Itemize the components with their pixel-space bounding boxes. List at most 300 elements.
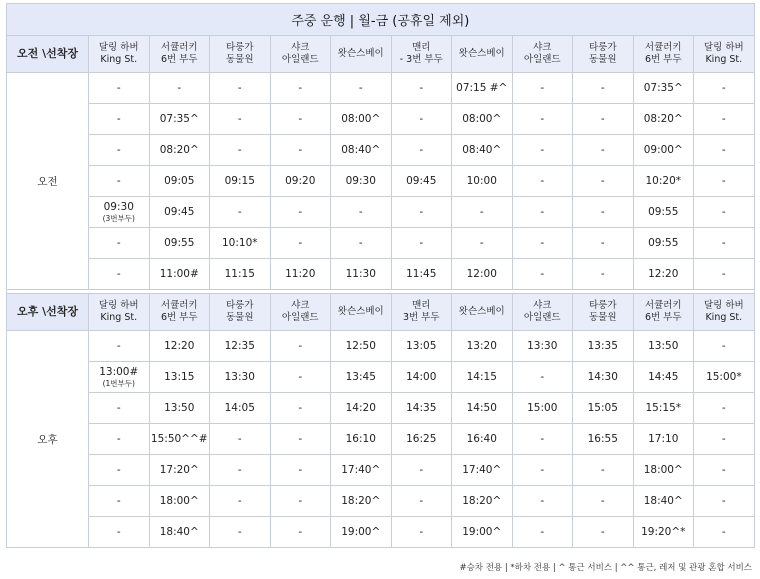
departure-time: - [419, 525, 424, 538]
time-cell [512, 228, 573, 259]
time-cell [573, 455, 634, 486]
time-cell [391, 331, 452, 362]
departure-time: 11:45 [406, 267, 437, 280]
time-cell [331, 259, 392, 290]
stop-detail: 6번 부두 [160, 312, 198, 323]
time-cell [149, 104, 210, 135]
stop-name: 왓슨스베이 [337, 306, 384, 317]
time-cell [210, 166, 271, 197]
departure-time: 13:45 [345, 370, 376, 383]
stop-detail: 동물원 [225, 54, 254, 65]
departure-time: 16:55 [587, 432, 618, 445]
pm-stop-header [270, 294, 331, 331]
time-cell [633, 393, 694, 424]
departure-time: 09:55 [648, 236, 679, 249]
departure-time: 14:05 [224, 401, 255, 414]
time-cell [270, 331, 331, 362]
departure-time: 09:30 [345, 174, 376, 187]
time-cell [210, 73, 271, 104]
time-cell [89, 228, 150, 259]
table-row [7, 393, 755, 424]
time-cell [573, 197, 634, 228]
departure-time: - [237, 494, 242, 507]
departure-time: 18:40^ [643, 494, 683, 507]
time-cell [149, 166, 210, 197]
time-cell [694, 455, 755, 486]
departure-time: 19:00^ [341, 525, 381, 538]
stop-name: 서큘러키 [160, 300, 198, 311]
departure-time: 13:30 [224, 370, 255, 383]
departure-time: 11:30 [345, 267, 376, 280]
table-row [7, 486, 755, 517]
am-stop-header [694, 36, 755, 73]
am-stop-header [270, 36, 331, 73]
departure-time: 13:30 [527, 339, 558, 352]
stop-detail: 동물원 [588, 312, 617, 323]
departure-time: - [177, 81, 182, 94]
time-cell [210, 393, 271, 424]
time-cell [391, 455, 452, 486]
departure-time: 08:40^ [462, 143, 502, 156]
departure-time: - [540, 112, 545, 125]
departure-time: - [721, 494, 726, 507]
departure-time: 15:00* [706, 370, 742, 383]
departure-time: - [298, 463, 303, 476]
pm-stop-header [694, 294, 755, 331]
stop-detail: 6번 부두 [160, 54, 198, 65]
time-cell [210, 424, 271, 455]
time-cell [149, 455, 210, 486]
departure-time: - [721, 267, 726, 280]
departure-time: 12:20 [164, 339, 195, 352]
departure-time: 13:00# [99, 366, 139, 378]
time-cell [149, 424, 210, 455]
departure-time: - [298, 112, 303, 125]
departure-time: - [540, 236, 545, 249]
stop-name: 서큘러키 [644, 42, 682, 53]
departure-time: - [116, 81, 121, 94]
time-cell [452, 135, 513, 166]
departure-time: - [237, 112, 242, 125]
time-cell [512, 104, 573, 135]
stop-name: 달링 하버 [703, 300, 744, 311]
time-cell [633, 135, 694, 166]
departure-time: 11:15 [224, 267, 255, 280]
time-cell [210, 259, 271, 290]
time-cell [270, 166, 331, 197]
departure-time: - [540, 525, 545, 538]
time-cell [270, 197, 331, 228]
departure-time: - [237, 143, 242, 156]
pm-stop-header [210, 294, 271, 331]
departure-time: 14:45 [648, 370, 679, 383]
table-row [7, 73, 755, 104]
time-cell [331, 135, 392, 166]
stop-name: 타룽가 [225, 42, 254, 53]
time-cell [391, 424, 452, 455]
departure-time: - [540, 432, 545, 445]
time-cell [573, 486, 634, 517]
departure-time: 08:20^ [643, 112, 683, 125]
stop-name: 달링 하버 [703, 42, 744, 53]
departure-time: - [298, 143, 303, 156]
pm-header-row [7, 294, 755, 331]
table-row [7, 135, 755, 166]
legend: #승차 전용 | *하차 전용 | ^ 통근 서비스 | ^^ 통근, 레저 및 관광 혼합 서비스 [459, 563, 752, 573]
pm-stop-header [391, 294, 452, 331]
departure-time: 09:55 [648, 205, 679, 218]
time-cell [331, 73, 392, 104]
am-stop-header [89, 36, 150, 73]
time-cell [391, 393, 452, 424]
time-cell [149, 259, 210, 290]
time-cell [694, 331, 755, 362]
departure-time: 07:15 #^ [456, 81, 508, 94]
departure-time: 11:20 [285, 267, 316, 280]
departure-time: - [479, 236, 484, 249]
departure-time: 15:50^^# [150, 432, 208, 445]
time-cell [149, 135, 210, 166]
time-cell [694, 135, 755, 166]
departure-time: - [358, 205, 363, 218]
departure-time: - [358, 236, 363, 249]
stop-detail: 아일랜드 [523, 54, 561, 65]
am-stop-header [573, 36, 634, 73]
departure-time: 14:35 [406, 401, 437, 414]
am-period-label: 오전 [7, 73, 89, 290]
stop-name: 타룽가 [588, 300, 617, 311]
departure-time: - [721, 205, 726, 218]
time-cell [210, 517, 271, 548]
table-row [7, 517, 755, 548]
departure-time: - [116, 339, 121, 352]
departure-time: - [600, 463, 605, 476]
time-cell [89, 135, 150, 166]
departure-time: - [600, 525, 605, 538]
departure-time: 15:15* [645, 401, 681, 414]
departure-time: - [419, 205, 424, 218]
time-cell [694, 517, 755, 548]
time-cell [694, 166, 755, 197]
time-cell [391, 228, 452, 259]
departure-time: 18:20^ [341, 494, 381, 507]
time-cell [391, 197, 452, 228]
departure-time: - [540, 494, 545, 507]
stop-name: 왓슨스베이 [458, 48, 505, 59]
departure-time: 12:20 [648, 267, 679, 280]
stop-detail: King St. [705, 312, 743, 323]
time-cell [633, 331, 694, 362]
departure-time: - [298, 432, 303, 445]
departure-time: - [298, 525, 303, 538]
departure-time: - [419, 112, 424, 125]
time-cell [89, 424, 150, 455]
stop-detail: 3번 부두 [402, 312, 440, 323]
stop-detail: King St. [705, 54, 743, 65]
time-cell [633, 259, 694, 290]
am-header-row [7, 36, 755, 73]
time-cell [149, 393, 210, 424]
time-cell [89, 73, 150, 104]
time-cell [633, 228, 694, 259]
departure-time: 17:40^ [462, 463, 502, 476]
time-cell [694, 393, 755, 424]
time-cell [210, 331, 271, 362]
time-cell [452, 362, 513, 393]
time-cell [89, 259, 150, 290]
time-cell [89, 362, 150, 393]
time-cell [633, 104, 694, 135]
departure-time: - [721, 112, 726, 125]
departure-time: 16:10 [345, 432, 376, 445]
departure-time: 18:40^ [159, 525, 199, 538]
time-cell [452, 104, 513, 135]
departure-time: - [600, 205, 605, 218]
departure-time: - [419, 236, 424, 249]
pm-stop-header [331, 294, 392, 331]
departure-time: - [116, 112, 121, 125]
am-stop-header [512, 36, 573, 73]
time-cell [391, 259, 452, 290]
departure-time: 13:50 [648, 339, 679, 352]
stop-name: 서큘러키 [644, 300, 682, 311]
time-cell [89, 517, 150, 548]
time-cell [452, 486, 513, 517]
departure-time: - [600, 143, 605, 156]
departure-time: - [298, 236, 303, 249]
departure-time: - [540, 267, 545, 280]
departure-time: - [116, 401, 121, 414]
departure-time: - [479, 205, 484, 218]
time-cell [573, 331, 634, 362]
time-cell [331, 104, 392, 135]
departure-time: - [237, 432, 242, 445]
departure-time: - [600, 236, 605, 249]
ferry-timetable [6, 3, 755, 548]
departure-time: 07:35^ [643, 81, 683, 94]
time-cell [512, 424, 573, 455]
time-cell [331, 197, 392, 228]
wharf-note: (1번부두) [102, 379, 135, 388]
departure-time: - [419, 143, 424, 156]
stop-name: 달링 하버 [98, 42, 139, 53]
departure-time: - [419, 81, 424, 94]
time-cell [331, 455, 392, 486]
time-cell [694, 486, 755, 517]
time-cell [573, 104, 634, 135]
time-cell [633, 73, 694, 104]
departure-time: - [540, 143, 545, 156]
departure-time: 09:05 [164, 174, 195, 187]
time-cell [270, 362, 331, 393]
stop-detail: 아일랜드 [281, 54, 319, 65]
am-stop-header [210, 36, 271, 73]
departure-time: - [600, 494, 605, 507]
time-cell [270, 486, 331, 517]
departure-time: - [600, 267, 605, 280]
time-cell [331, 331, 392, 362]
time-cell [694, 197, 755, 228]
departure-time: - [298, 494, 303, 507]
time-cell [391, 73, 452, 104]
time-cell [452, 197, 513, 228]
pm-stop-header [452, 294, 513, 331]
time-cell [512, 166, 573, 197]
departure-time: - [298, 81, 303, 94]
departure-time: 13:50 [164, 401, 195, 414]
stop-name: 왓슨스베이 [458, 306, 505, 317]
time-cell [270, 228, 331, 259]
time-cell [89, 486, 150, 517]
departure-time: - [540, 463, 545, 476]
time-cell [210, 455, 271, 486]
am-corner-label: 오전 \선착장 [7, 36, 89, 73]
departure-time: - [116, 143, 121, 156]
am-stop-header [452, 36, 513, 73]
time-cell [452, 455, 513, 486]
time-cell [573, 166, 634, 197]
departure-time: 19:00^ [462, 525, 502, 538]
time-cell [452, 424, 513, 455]
departure-time: 16:40 [466, 432, 497, 445]
am-stop-header [391, 36, 452, 73]
departure-time: - [721, 174, 726, 187]
departure-time: 08:40^ [341, 143, 381, 156]
stop-detail: King St. [100, 312, 138, 323]
time-cell [149, 228, 210, 259]
departure-time: 12:35 [224, 339, 255, 352]
departure-time: - [298, 401, 303, 414]
title-row [7, 4, 755, 36]
time-cell [452, 228, 513, 259]
departure-time: 17:10 [648, 432, 679, 445]
departure-time: - [237, 463, 242, 476]
time-cell [89, 197, 150, 228]
departure-time: - [298, 339, 303, 352]
table-row [7, 455, 755, 486]
departure-time: - [600, 81, 605, 94]
departure-time: 14:20 [345, 401, 376, 414]
time-cell [391, 166, 452, 197]
time-cell [331, 228, 392, 259]
stop-name: 타룽가 [588, 42, 617, 53]
departure-time: - [298, 370, 303, 383]
departure-time: 18:00^ [159, 494, 199, 507]
departure-time: - [419, 494, 424, 507]
departure-time: 08:00^ [462, 112, 502, 125]
time-cell [694, 104, 755, 135]
time-cell [512, 197, 573, 228]
departure-time: 08:20^ [159, 143, 199, 156]
table-row [7, 259, 755, 290]
time-cell [149, 486, 210, 517]
departure-time: 13:15 [164, 370, 195, 383]
time-cell [694, 228, 755, 259]
time-cell [512, 455, 573, 486]
time-cell [694, 424, 755, 455]
departure-time: - [721, 525, 726, 538]
time-cell [149, 517, 210, 548]
time-cell [149, 197, 210, 228]
time-cell [149, 331, 210, 362]
time-cell [573, 228, 634, 259]
time-cell [331, 486, 392, 517]
departure-time: - [540, 205, 545, 218]
departure-time: 09:45 [164, 205, 195, 218]
time-cell [633, 362, 694, 393]
time-cell [270, 135, 331, 166]
time-cell [331, 362, 392, 393]
time-cell [452, 166, 513, 197]
pm-corner-label: 오후 \선착장 [7, 294, 89, 331]
departure-time: - [721, 81, 726, 94]
departure-time: - [540, 81, 545, 94]
departure-time: - [237, 205, 242, 218]
time-cell [452, 331, 513, 362]
departure-time: - [116, 432, 121, 445]
time-cell [512, 517, 573, 548]
pm-period-label: 오후 [7, 331, 89, 548]
time-cell [89, 166, 150, 197]
departure-time: - [721, 236, 726, 249]
departure-time: 14:50 [466, 401, 497, 414]
time-cell [270, 424, 331, 455]
time-cell [210, 135, 271, 166]
time-cell [270, 517, 331, 548]
departure-time: - [721, 463, 726, 476]
departure-time: - [116, 174, 121, 187]
departure-time: - [600, 174, 605, 187]
departure-time: - [116, 525, 121, 538]
pm-stop-header [89, 294, 150, 331]
stop-detail: 6번 부두 [644, 312, 682, 323]
stop-detail: 동물원 [225, 312, 254, 323]
pm-stop-header [149, 294, 210, 331]
departure-time: 09:20 [285, 174, 316, 187]
departure-time: - [116, 494, 121, 507]
time-cell [452, 259, 513, 290]
stop-detail: 아일랜드 [281, 312, 319, 323]
timetable-title: 주중 운행 | 월-금 (공휴일 제외) [7, 4, 755, 36]
time-cell [573, 259, 634, 290]
stop-name: 맨리 [412, 300, 431, 311]
departure-time: 18:00^ [643, 463, 683, 476]
time-cell [210, 486, 271, 517]
time-cell [89, 104, 150, 135]
departure-time: - [116, 267, 121, 280]
departure-time: - [540, 370, 545, 383]
departure-time: 07:35^ [159, 112, 199, 125]
time-cell [89, 331, 150, 362]
stop-name: 서큘러키 [160, 42, 198, 53]
time-cell [512, 362, 573, 393]
departure-time: - [116, 236, 121, 249]
departure-time: 09:30 [103, 201, 134, 213]
departure-time: - [358, 81, 363, 94]
time-cell [573, 73, 634, 104]
time-cell [512, 73, 573, 104]
time-cell [633, 517, 694, 548]
time-cell [270, 104, 331, 135]
table-row [7, 331, 755, 362]
time-cell [331, 393, 392, 424]
departure-time: 10:10* [221, 236, 258, 249]
pm-stop-header [512, 294, 573, 331]
am-stop-header [633, 36, 694, 73]
departure-time: 13:35 [587, 339, 618, 352]
time-cell [149, 362, 210, 393]
am-stop-header [331, 36, 392, 73]
